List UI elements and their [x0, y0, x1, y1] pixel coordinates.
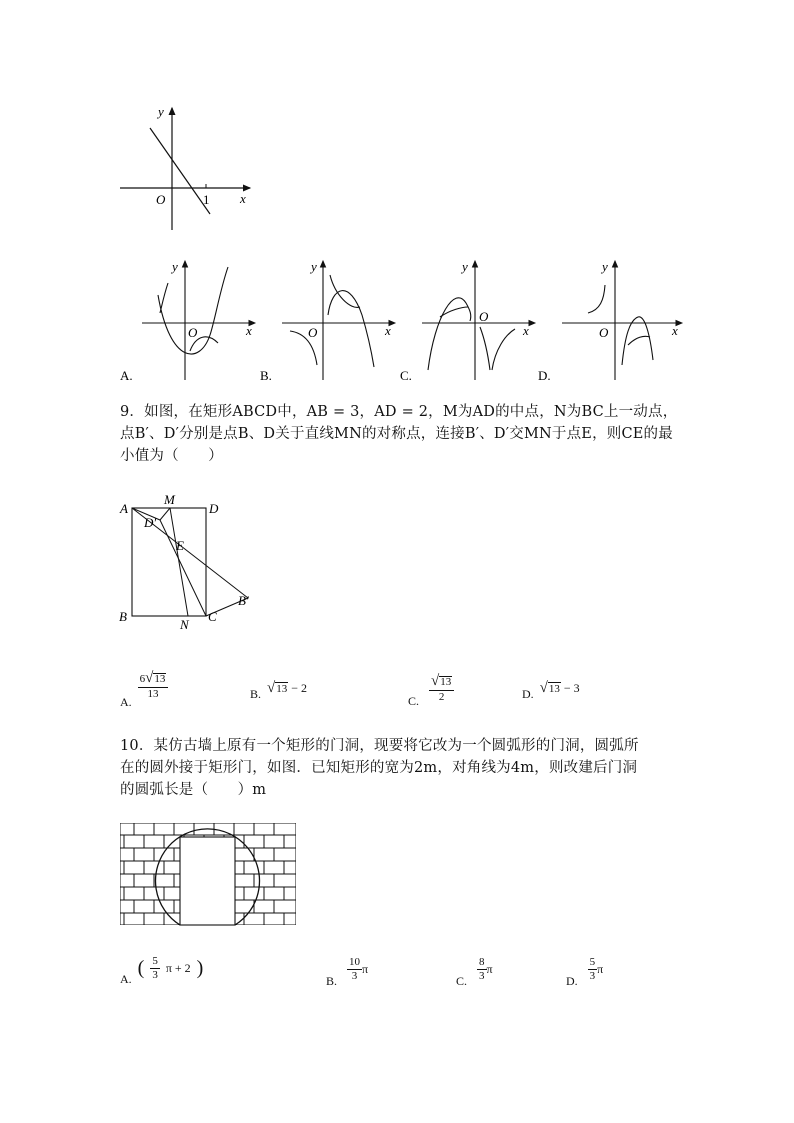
option-a-graph [142, 259, 255, 380]
q9-option-d-value: √13 − 3 [539, 680, 580, 696]
q9-label-dp: D′ [144, 515, 157, 530]
q9-option-d [522, 675, 580, 702]
option-d-o: O [599, 325, 609, 340]
q10-option-c-rest: π [486, 962, 493, 976]
option-a-o: O [188, 325, 198, 340]
option-c-y: y [462, 259, 468, 274]
option-d-y: y [602, 259, 608, 274]
option-a-letter: A. [120, 368, 133, 383]
q9-option-c-letter: C. [408, 694, 420, 708]
option-c-letter: C. [400, 368, 412, 383]
q10-option-a: A. ( $\frac{5}{3}$ π + 2 ) [120, 955, 204, 986]
option-c-o: O [479, 309, 489, 324]
q9-option-c-fraction: $\frac{√13}{2}$ [429, 674, 454, 703]
q10-option-a-value: ( [137, 957, 145, 979]
q9-option-a-fraction: $\frac{6√13}{13}$ [138, 671, 169, 700]
door-opening [180, 837, 235, 925]
q9-rectangle-figure [112, 490, 272, 635]
q10-line-3: 的圆弧长是（ ）m [120, 782, 267, 798]
option-c-graph [422, 259, 535, 380]
q10-option-b-fraction: $\frac{10}{3}$ [349, 956, 361, 982]
origin-label: O [156, 192, 166, 207]
q10-line-1: 10．某仿古墙上原有一个矩形的门洞，现要将它改为一个圆弧形的门洞，圆弧所 [120, 738, 639, 754]
q10-option-b-rest: π [362, 962, 369, 976]
option-d-x: x [672, 323, 678, 338]
q10-option-d-rest: π [597, 962, 604, 976]
q10-option-a-rest: π + 2 [165, 961, 191, 975]
q9-line-1: 9．如图，在矩形ABCD中，AB = 3，AD = 2，M为AD的中点，N为BC上一动点， [120, 404, 678, 420]
y-label: y [158, 104, 164, 119]
q9-label-bp: B′ [238, 593, 249, 608]
q10-option-a-letter: A. [120, 972, 132, 986]
q10-line-2: 在的圆外接于矩形门，如图．已知矩形的宽为2m，对角线为4m，则改建后门洞 [120, 760, 638, 776]
option-b-y: y [311, 259, 317, 274]
q9-label-e: E [176, 538, 184, 553]
q8-option-graphs [110, 255, 690, 385]
q10-option-c-letter: C. [456, 974, 468, 988]
q9-line-3: 小值为（ ） [120, 448, 223, 464]
x-label: x [240, 191, 246, 206]
q9-label-b: B [119, 609, 127, 624]
q10-option-d [566, 950, 603, 989]
option-b-graph [282, 259, 395, 380]
q9-label-a: A [120, 501, 128, 516]
q10-option-c-fraction: $\frac{8}{3}$ [479, 956, 485, 982]
q9-label-c: C [208, 609, 217, 624]
q10-option-d-letter: D. [566, 974, 578, 988]
option-b-letter: B. [260, 368, 272, 383]
q9-option-b-letter: B. [250, 687, 262, 701]
option-d-letter: D. [538, 368, 551, 383]
q10-option-a-fraction: $\frac{5}{3}$ [152, 955, 158, 981]
option-b-o: O [308, 325, 318, 340]
q10-option-b-letter: B. [326, 974, 338, 988]
q9-option-b [250, 675, 307, 702]
q9-label-d: D [209, 501, 219, 516]
q9-text [120, 401, 700, 467]
option-a-x: x [246, 323, 252, 338]
q10-text [120, 735, 700, 801]
q9-line-2: 点B′、D′分别是点B、D关于直线MN的对称点，连接B′、D′交MN于点E，则CE的最 [120, 426, 673, 442]
option-a-y: y [172, 259, 178, 274]
q10-brick-wall-figure [120, 823, 300, 928]
q9-option-d-letter: D. [522, 687, 534, 701]
q9-option-a [120, 670, 168, 710]
q9-label-m: M [164, 492, 175, 507]
q9-option-c [408, 668, 454, 709]
tick-label-1: 1 [203, 192, 210, 207]
option-b-x: x [385, 323, 391, 338]
q10-option-d-fraction: $\frac{5}{3}$ [589, 956, 596, 982]
q10-option-b [326, 950, 368, 989]
top-linear-graph [110, 100, 260, 235]
option-d-graph [562, 259, 682, 380]
option-c-x: x [523, 323, 529, 338]
q10-option-c [456, 950, 493, 989]
q9-option-b-value: √13 − 2 [267, 680, 308, 696]
q9-option-a-letter: A. [120, 695, 132, 709]
q9-label-n: N [180, 617, 189, 632]
